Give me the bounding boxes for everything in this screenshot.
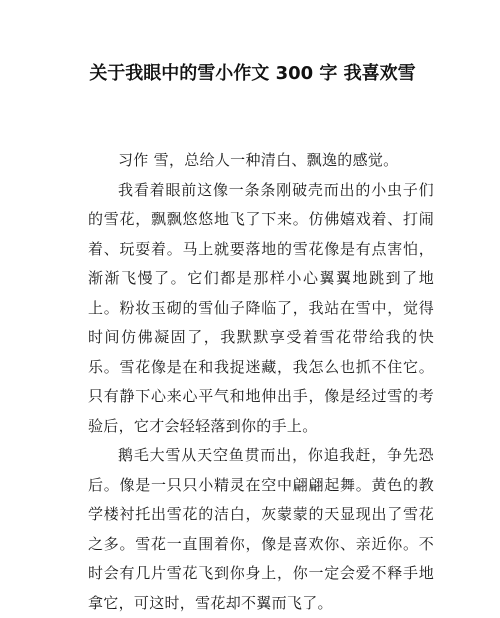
paragraph-2: 我看着眼前这像一条条刚破壳而出的小虫子们的雪花，飘飘悠悠地飞了下来。仿佛嬉戏着、打闹着、玩耍着。马上就要落地的雪花像是有点害怕，渐渐飞慢了。它们都是那样小心翼翼地跳到了地上。粉妆玉砌的雪仙子降临了，我站在雪中，觉得时间仿佛凝固了，我默默享受着雪花带给我的快乐。雪花像是在和我捉迷藏，我怎么也抓不住它。只有静下心来心平气和地伸出手，像是经过雪的考验后，它才会轻轻落到你的手上。 — [88, 180, 434, 435]
paragraph-1: 习作 雪，总给人一种清白、飘逸的感觉。 — [118, 151, 399, 169]
document-body — [88, 146, 434, 618]
document-title: 关于我眼中的雪小作文 300 字 我喜欢雪 — [89, 63, 416, 84]
paragraph-3: 鹅毛大雪从天空鱼贯而出，你追我赶，争先恐后。像是一只只小精灵在空中翩翩起舞。黄色的教学楼衬托出雪花的洁白，灰蒙蒙的天显现出了雪花之多。雪花一直围着你，像是喜欢你、亲近你。不时会有几片雪花飞到你身上，你一定会爱不释手地拿它，可这时，雪花却不翼而飞了。 — [88, 446, 434, 612]
